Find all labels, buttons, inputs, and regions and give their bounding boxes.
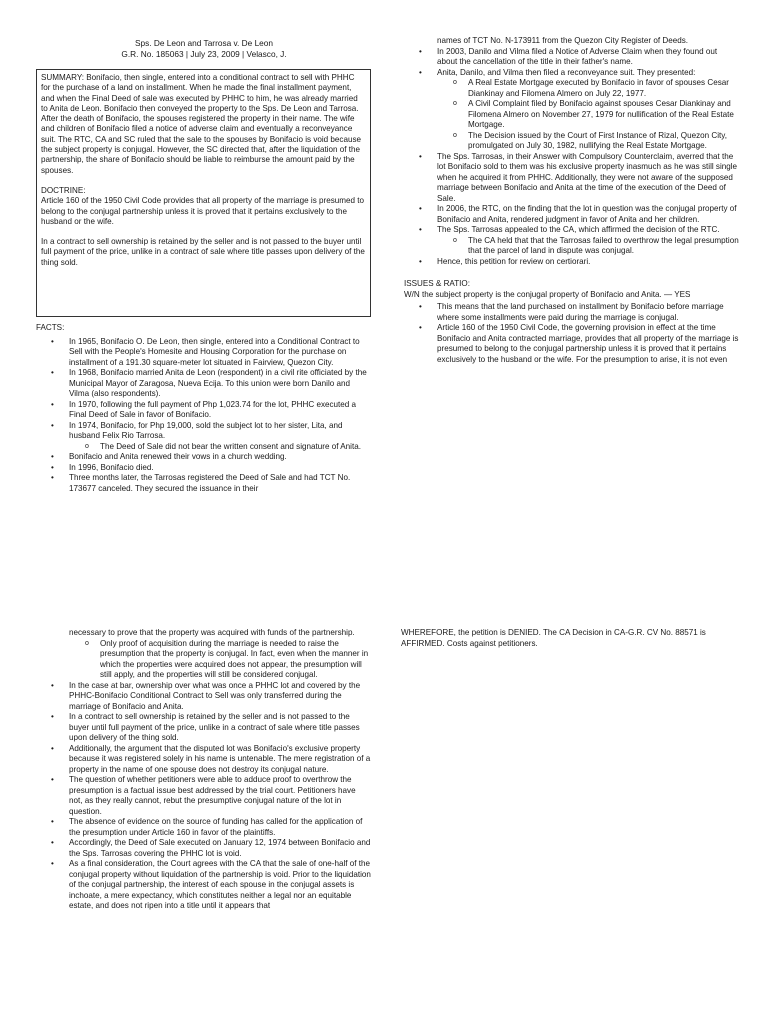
bullet-icon: • — [51, 368, 54, 377]
bullet-icon: • — [419, 67, 422, 77]
list-item: necessary to prove that the property was acquired with funds of the partnership. — [69, 628, 355, 637]
case-header — [36, 38, 372, 60]
sub-list-item: o A Real Estate Mortgage executed by Bonifacio in favor of spouses Cesar Diankinay and Filomena Almero on July 22, 1977. — [453, 78, 729, 98]
list-item: • In 2003, Danilo and Vilma filed a Notice of Adverse Claim when they found out about the cancellation of the title in their father's name. — [419, 46, 718, 66]
bullet-icon: • — [51, 775, 54, 784]
list-item: • This means that the land purchased on installment by Bonifacio before marriage where some installments were paid during the marriage is conjugal. — [419, 302, 724, 322]
list-item: • In 1996, Bonifacio died. — [51, 462, 154, 472]
sub-bullet-icon: o — [453, 100, 457, 107]
list-item: • Accordingly, the Deed of Sale executed on January 12, 1974 between Bonifacio and the Sps. Tarrosas covering the PHHC lot is void. — [51, 838, 371, 858]
list-item: • Bonifacio and Anita renewed their vows in a church wedding. — [51, 452, 287, 461]
bullet-icon: • — [51, 859, 54, 868]
case-citation: G.R. No. 185063 | July 23, 2009 | Velasco, J. — [121, 49, 287, 59]
doctrine-text-2: In a contract to sell ownership is retained by the seller and is not passed to the buyer until full payment of the price, unlike in a contract of sale where title passes upon delivery of the thing sold. — [41, 237, 365, 267]
ratio-list — [404, 302, 739, 365]
bullet-icon: • — [51, 336, 54, 346]
issue-question: W/N the subject property is the conjugal property of Bonifacio and Anita. — YES — [404, 289, 691, 299]
bullet-icon: • — [51, 817, 54, 826]
summary-text: SUMMARY: Bonifacio, then single, entered into a conditional contract to sell with PHHC for the purchase of a land on installment. When he made the final installment payment, and when the Final Deed of sale was executed by PHHC to him, he was already married to Anita de Leon. Bonifacio then conveyed the property to the Sps. De Leon and Tarrosa. After the death of Bonifacio, the spouses registered the property in their name. The wife and children of Bonifacio filed a notice of adverse claim and eventually a reconveyance suit. The RTC, CA and SC ruled that the sale to the spouses by Bonifacio is void because the subject property is conjugal. However, the SC directed that, after the liquidation of the partnership, the share of Bonifacio should be liable to reimburse the amount paid by the spouses. — [41, 73, 362, 175]
list-item: • Three months later, the Tarrosas registered the Deed of Sale and had TCT No. 173677 canceled. They secured the issuance in their — [51, 473, 351, 493]
ratio-continued-section — [36, 628, 371, 1024]
list-item: • Additionally, the argument that the disputed lot was Bonifacio's exclusive property because it was registered solely in his name is untenable. The mere registration of a property in the name of one spouse does not destroy its conjugal nature. — [51, 743, 371, 774]
sub-list-item: o Only proof of acquisition during the marriage is needed to raise the presumption that the property is conjugal. In fact, even when the manner in which the properties were acquired does not appear, the presumption will still apply, and the properties will still be considered conjugal. — [85, 638, 369, 679]
facts-continued-section — [404, 36, 739, 365]
list-item: • The Sps. Tarrosas appealed to the CA, which affirmed the decision of the RTC. — [419, 225, 720, 234]
facts-continued-list — [404, 36, 739, 267]
bullet-icon: • — [51, 712, 54, 721]
list-item: • In 1968, Bonifacio married Anita de Leon (respondent) in a civil rite officiated by the Municipal Mayor of Zaragosa, Nueva Ecija. To this union were born Danilo and Vilma (also respondents). — [51, 368, 367, 398]
list-item: • In a contract to sell ownership is retained by the seller and is not passed to the buyer until full payment of the price, unlike in a contract of sale where title passes upon delivery of the thing sold. — [51, 712, 360, 742]
sub-bullet-icon: o — [453, 131, 457, 139]
sub-list-item: o The Decision issued by the Court of First Instance of Rizal, Quezon City, promulgated on July 30, 1982, nullifying the Real Estate Mortgage. — [453, 130, 727, 150]
bullet-icon: • — [51, 743, 54, 753]
bullet-icon: • — [419, 151, 422, 161]
sub-list-item: o A Civil Complaint filed by Bonifacio against spouses Cesar Diankinay and Filomena Almero on November 27, 1979 for nullification of the Real Estate Mortgage. — [453, 99, 734, 129]
bullet-icon: • — [419, 46, 422, 56]
bullet-icon: • — [51, 462, 54, 472]
bullet-icon: • — [51, 680, 54, 690]
bullet-icon: • — [419, 302, 422, 311]
case-title: Sps. De Leon and Tarrosa v. De Leon — [134, 38, 274, 48]
list-item: • In 1970, following the full payment of Php 1,023.74 for the lot, PHHC executed a Final Deed of Sale in favor of Bonifacio. — [51, 399, 357, 419]
sub-list-item: o The Deed of Sale did not bear the written consent and signature of Anita. — [85, 441, 361, 451]
bullet-icon: • — [51, 838, 54, 847]
bullet-icon: • — [51, 420, 54, 430]
bullet-icon: • — [51, 473, 54, 482]
summary-box — [36, 69, 371, 317]
bullet-icon: • — [419, 256, 422, 266]
sub-list-item: o The CA held that that the Tarrosas failed to overthrow the legal presumption that the parcel of land in dispute was conjugal. — [453, 235, 739, 255]
bullet-icon: • — [51, 399, 54, 409]
list-item: • The absence of evidence on the source of funding has called for the application of the presumption under Article 160 in favor of the plaintiffs. — [51, 817, 363, 837]
sub-bullet-icon: o — [85, 442, 89, 450]
bullet-icon: • — [51, 452, 54, 461]
bullet-icon: • — [419, 225, 422, 234]
list-item: • In 1965, Bonifacio O. De Leon, then single, entered into a Conditional Contract to Sell with the People's Homesite and Housing Corporation for the purchase on installment of a 191.30 square-meter lot situated in Fairview, Quezon City. — [51, 336, 360, 367]
list-item: • In 1974, Bonifacio, for Php 19,000, sold the subject lot to her sister, Lita, and husband Felix Rio Tarrosa. — [51, 420, 343, 440]
sub-bullet-icon: o — [453, 79, 457, 86]
bullet-icon: • — [419, 204, 422, 213]
list-item: • Anita, Danilo, and Vilma then filed a reconveyance suit. They presented: — [419, 67, 696, 77]
ratio-continued-list — [36, 628, 371, 912]
sub-bullet-icon: o — [453, 236, 457, 244]
list-item: • In the case at bar, ownership over what was once a PHHC lot and covered by the PHHC-Bonifacio Conditional Contract to Sell was only transferred during the marriage of Bonifacio and Anita. — [51, 680, 361, 711]
list-item: • The Sps. Tarrosas, in their Answer with Compulsory Counterclaim, averred that the lot Bonifacio sold to them was his exclusive property inasmuch as he was still single when he acquired it from PHHC. Additionally, they were not aware of the supposed marriage between Bonifacio and Anita at the time of the execution of the Deed of Sale. — [419, 151, 738, 203]
list-item: • In 2006, the RTC, on the finding that the lot in question was the conjugal property of Bonifacio and Anita, rendered judgment in favor of Anita and her children. — [419, 204, 737, 224]
wherefore-section — [401, 628, 739, 649]
list-item: • Article 160 of the 1950 Civil Code, the governing provision in effect at the time Bonifacio and Anita contracted marriage, provides that all property of the marriage is presumed to belong to the conjugal partnership unless it is proved that it pertains exclusively to the husband or the wife. For the presumption to arise, it is not even — [419, 323, 739, 364]
facts-section — [36, 323, 371, 494]
list-item: • The question of whether petitioners were able to adduce proof to overthrow the presumption is a factual issue best addressed by the trial court. Petitioners have not, as they really cannot, rebut the presumptive conjugal nature of the lot in question. — [51, 775, 356, 816]
doctrine-text-1: Article 160 of the 1950 Civil Code provides that all property of the marriage is presumed to belong to the conjugal partnership unless it is proved that it pertains exclusively to the husband or the wife. — [41, 196, 365, 226]
list-item: names of TCT No. N-173911 from the Quezon City Register of Deeds. — [437, 36, 689, 45]
sub-bullet-icon: o — [85, 639, 89, 647]
doctrine-label: DOCTRINE: — [41, 185, 86, 195]
issues-label: ISSUES & RATIO: — [404, 279, 470, 288]
list-item: • As a final consideration, the Court agrees with the CA that the sale of one-half of the conjugal property without liquidation of the partnership is void. Prior to the liquidation of the conjugal partnership, the interest of each spouse in the conjugal assets is inchoate, a mere expectancy, which constitutes neither a legal nor an equitable estate, and does not ripen into a title until it appears that — [51, 859, 371, 910]
facts-label: FACTS: — [36, 323, 65, 332]
facts-list — [36, 337, 371, 495]
wherefore-text: WHEREFORE, the petition is DENIED. The CA Decision in CA-G.R. CV No. 88571 is AFFIRMED. Costs against petitioners. — [401, 628, 706, 648]
list-item: • Hence, this petition for review on certiorari. — [419, 256, 591, 266]
bullet-icon: • — [419, 323, 422, 332]
